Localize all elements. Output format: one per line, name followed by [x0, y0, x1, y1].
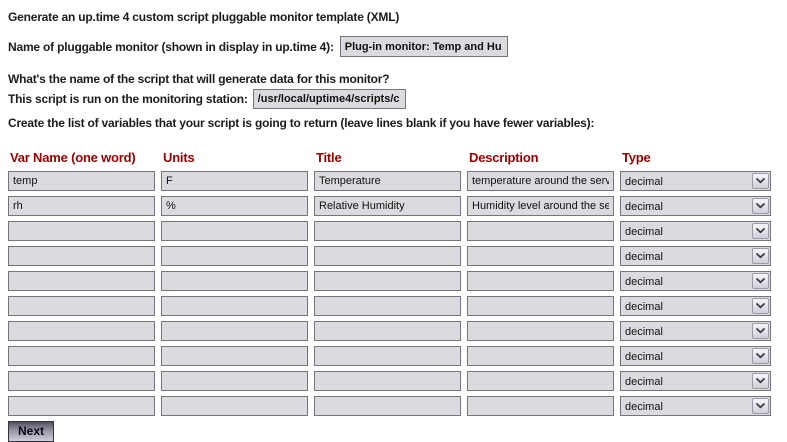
variable-row: [8, 171, 779, 191]
description-input[interactable]: [467, 246, 614, 266]
script-question: What's the name of the script that will generate data for this monitor?: [8, 72, 390, 86]
monitor-name-input[interactable]: [340, 36, 508, 57]
next-button[interactable]: Next: [8, 421, 54, 442]
var-name-input[interactable]: [8, 396, 155, 416]
header-var-name: Var Name (one word): [10, 150, 136, 165]
type-select[interactable]: [621, 348, 770, 366]
title-input[interactable]: [314, 346, 461, 366]
var-name-input[interactable]: [8, 296, 155, 316]
script-path-label: This script is run on the monitoring station:: [8, 92, 248, 106]
units-input[interactable]: [161, 371, 308, 391]
description-input[interactable]: [467, 271, 614, 291]
type-select[interactable]: [621, 373, 770, 391]
variable-row: [8, 246, 779, 266]
type-select[interactable]: [621, 248, 770, 266]
description-input[interactable]: [467, 371, 614, 391]
title-input[interactable]: [314, 371, 461, 391]
monitor-name-row: [8, 36, 779, 57]
variable-row: [8, 396, 779, 416]
variable-row: [8, 196, 779, 216]
header-description: Description: [469, 150, 539, 165]
units-input[interactable]: [161, 346, 308, 366]
description-input[interactable]: [467, 171, 614, 191]
type-select-wrap: [620, 346, 771, 366]
header-units: Units: [163, 150, 195, 165]
type-select[interactable]: [621, 398, 770, 416]
units-input[interactable]: [161, 171, 308, 191]
units-input[interactable]: [161, 296, 308, 316]
title-input[interactable]: [314, 196, 461, 216]
variables-rows: [8, 171, 779, 416]
type-select[interactable]: [621, 198, 770, 216]
script-path-row: [8, 89, 779, 109]
var-name-input[interactable]: [8, 271, 155, 291]
variables-instruction: Create the list of variables that your script is going to return (leave lines blank if you have fewer variables):: [8, 116, 595, 130]
description-input[interactable]: [467, 321, 614, 341]
page-title: Generate an up.time 4 custom script pluggable monitor template (XML): [8, 10, 400, 24]
description-input[interactable]: [467, 221, 614, 241]
title-input[interactable]: [314, 296, 461, 316]
description-input[interactable]: [467, 346, 614, 366]
type-select[interactable]: [621, 273, 770, 291]
variable-row: [8, 346, 779, 366]
type-select-wrap: [620, 246, 771, 266]
units-input[interactable]: [161, 396, 308, 416]
type-select[interactable]: [621, 323, 770, 341]
type-select-wrap: [620, 371, 771, 391]
variables-header-row: [8, 150, 779, 165]
var-name-input[interactable]: [8, 171, 155, 191]
type-select[interactable]: [621, 223, 770, 241]
type-select-wrap: [620, 221, 771, 241]
header-type: Type: [622, 150, 651, 165]
var-name-input[interactable]: [8, 346, 155, 366]
var-name-input[interactable]: [8, 246, 155, 266]
type-select[interactable]: [621, 173, 770, 191]
variable-row: [8, 221, 779, 241]
type-select-wrap: [620, 171, 771, 191]
variable-row: [8, 321, 779, 341]
type-select-wrap: [620, 396, 771, 416]
header-title: Title: [316, 150, 342, 165]
type-select-wrap: [620, 196, 771, 216]
script-path-input[interactable]: [253, 89, 406, 109]
variable-row: [8, 296, 779, 316]
title-input[interactable]: [314, 321, 461, 341]
variable-row: [8, 371, 779, 391]
type-select-wrap: [620, 321, 771, 341]
var-name-input[interactable]: [8, 321, 155, 341]
type-select[interactable]: [621, 298, 770, 316]
monitor-name-label: Name of pluggable monitor (shown in display in up.time 4):: [8, 39, 334, 54]
title-input[interactable]: [314, 396, 461, 416]
description-input[interactable]: [467, 196, 614, 216]
units-input[interactable]: [161, 271, 308, 291]
title-input[interactable]: [314, 171, 461, 191]
type-select-wrap: [620, 296, 771, 316]
units-input[interactable]: [161, 196, 308, 216]
units-input[interactable]: [161, 321, 308, 341]
variable-row: [8, 271, 779, 291]
var-name-input[interactable]: [8, 371, 155, 391]
title-input[interactable]: [314, 271, 461, 291]
units-input[interactable]: [161, 221, 308, 241]
type-select-wrap: [620, 271, 771, 291]
description-input[interactable]: [467, 296, 614, 316]
var-name-input[interactable]: [8, 221, 155, 241]
title-input[interactable]: [314, 221, 461, 241]
title-input[interactable]: [314, 246, 461, 266]
var-name-input[interactable]: [8, 196, 155, 216]
description-input[interactable]: [467, 396, 614, 416]
units-input[interactable]: [161, 246, 308, 266]
